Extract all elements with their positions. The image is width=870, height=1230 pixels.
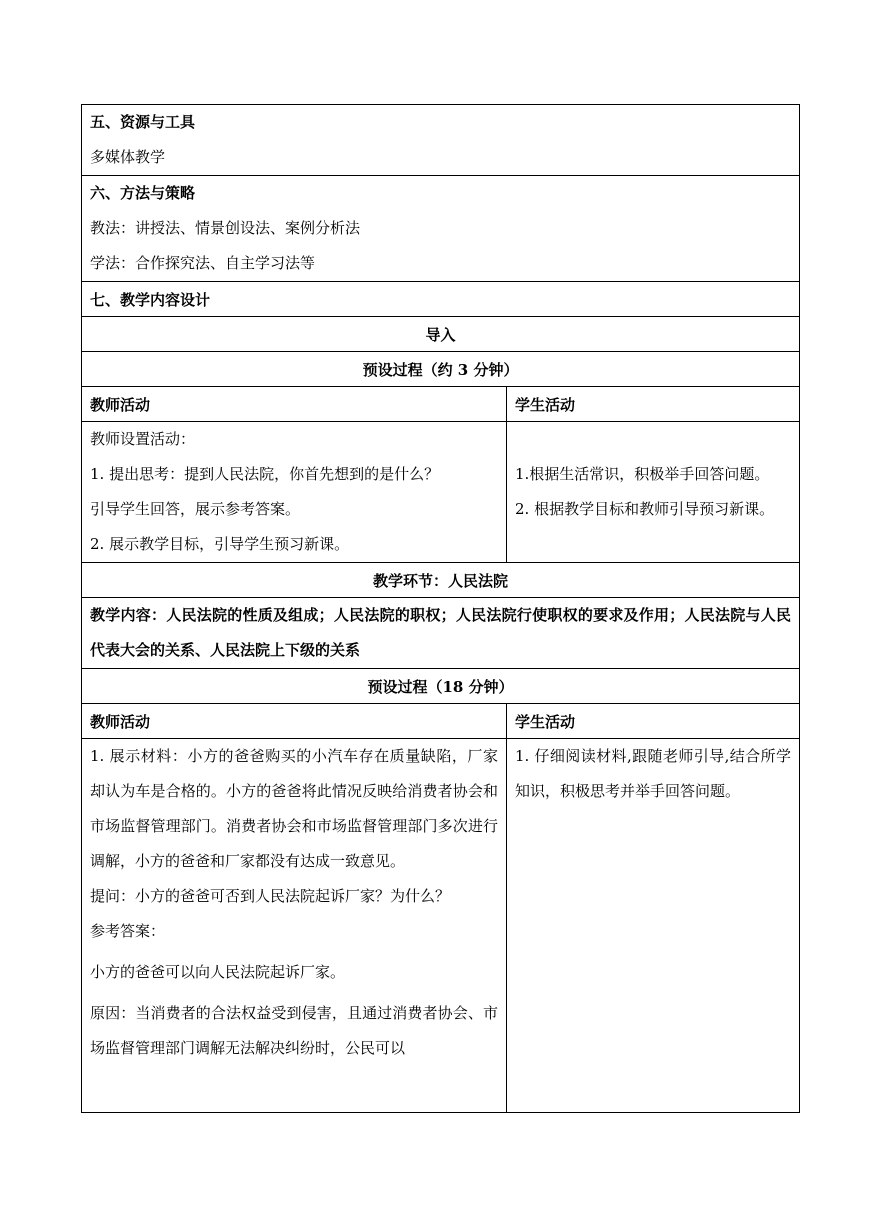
court-answer-label: 参考答案： [90, 922, 166, 940]
intro-title: 导入 [82, 317, 800, 352]
court-teacher-cell [82, 739, 507, 1113]
court-content: 教学内容：人民法院的性质及组成；人民法院的职权；人民法院行使职权的要求及作用；人民法院与人民代表大会的关系、人民法院上下级的关系 [90, 606, 792, 659]
lesson-plan-page [81, 104, 799, 1113]
section5-row [82, 105, 800, 176]
intro-title-row [82, 317, 800, 352]
intro-student-line: 2. 根据教学目标和教师引导预习新课。 [515, 500, 775, 518]
lesson-plan-table [81, 104, 800, 1113]
intro-process-row [82, 352, 800, 387]
court-reason: 原因：当消费者的合法权益受到侵害，且通过消费者协会、市场监督管理部门调解无法解决纠纷时，公民可以 [90, 1004, 498, 1057]
court-student-header: 学生活动 [507, 704, 800, 739]
intro-teacher-header: 教师活动 [82, 387, 507, 422]
court-process-row [82, 669, 800, 704]
court-segment-row [82, 563, 800, 598]
intro-student-header: 学生活动 [507, 387, 800, 422]
intro-header-row [82, 387, 800, 422]
intro-teacher-cell [82, 422, 507, 563]
court-segment: 教学环节：人民法院 [82, 563, 800, 598]
court-content-row [82, 598, 800, 669]
court-material: 1. 展示材料：小方的爸爸购买的小汽车存在质量缺陷，厂家却认为车是合格的。小方的爸爸将此情况反映给消费者协会和市场监督管理部门。消费者协会和市场监督管理部门多次进行调解，小方的爸爸和厂家都没有达成一致意见。 [90, 747, 498, 870]
section7-row [82, 282, 800, 317]
intro-teacher-line: 2. 展示教学目标，引导学生预习新课。 [90, 535, 350, 553]
section5-heading: 五、资源与工具 [90, 113, 196, 131]
court-student-cell [507, 739, 800, 1113]
court-question: 提问：小方的爸爸可否到人民法院起诉厂家？为什么？ [90, 887, 451, 905]
court-student-activity: 1. 仔细阅读材料,跟随老师引导,结合所学知识，积极思考并举手回答问题。 [515, 747, 792, 800]
court-process: 预设过程（18 分钟） [82, 669, 800, 704]
court-answer: 小方的爸爸可以向人民法院起诉厂家。 [90, 963, 346, 981]
intro-teacher-line: 引导学生回答，展示参考答案。 [90, 500, 301, 518]
learn-methods: 学法：合作探究法、自主学习法等 [90, 254, 316, 272]
intro-process: 预设过程（约 3 分钟） [82, 352, 800, 387]
court-teacher-header: 教师活动 [82, 704, 507, 739]
section6-heading: 六、方法与策略 [90, 184, 196, 202]
section6-row [82, 176, 800, 282]
section7-heading: 七、教学内容设计 [82, 282, 800, 317]
intro-teacher-line: 1. 提出思考：提到人民法院，你首先想到的是什么？ [90, 465, 440, 483]
intro-teacher-line: 教师设置活动： [90, 430, 196, 448]
intro-activity-row [82, 422, 800, 563]
teach-methods: 教法：讲授法、情景创设法、案例分析法 [90, 219, 361, 237]
court-header-row [82, 704, 800, 739]
court-activity-row [82, 739, 800, 1113]
section5-body: 多媒体教学 [90, 148, 166, 166]
intro-student-line: 1.根据生活常识，积极举手回答问题。 [515, 465, 770, 483]
intro-student-cell [507, 422, 800, 563]
